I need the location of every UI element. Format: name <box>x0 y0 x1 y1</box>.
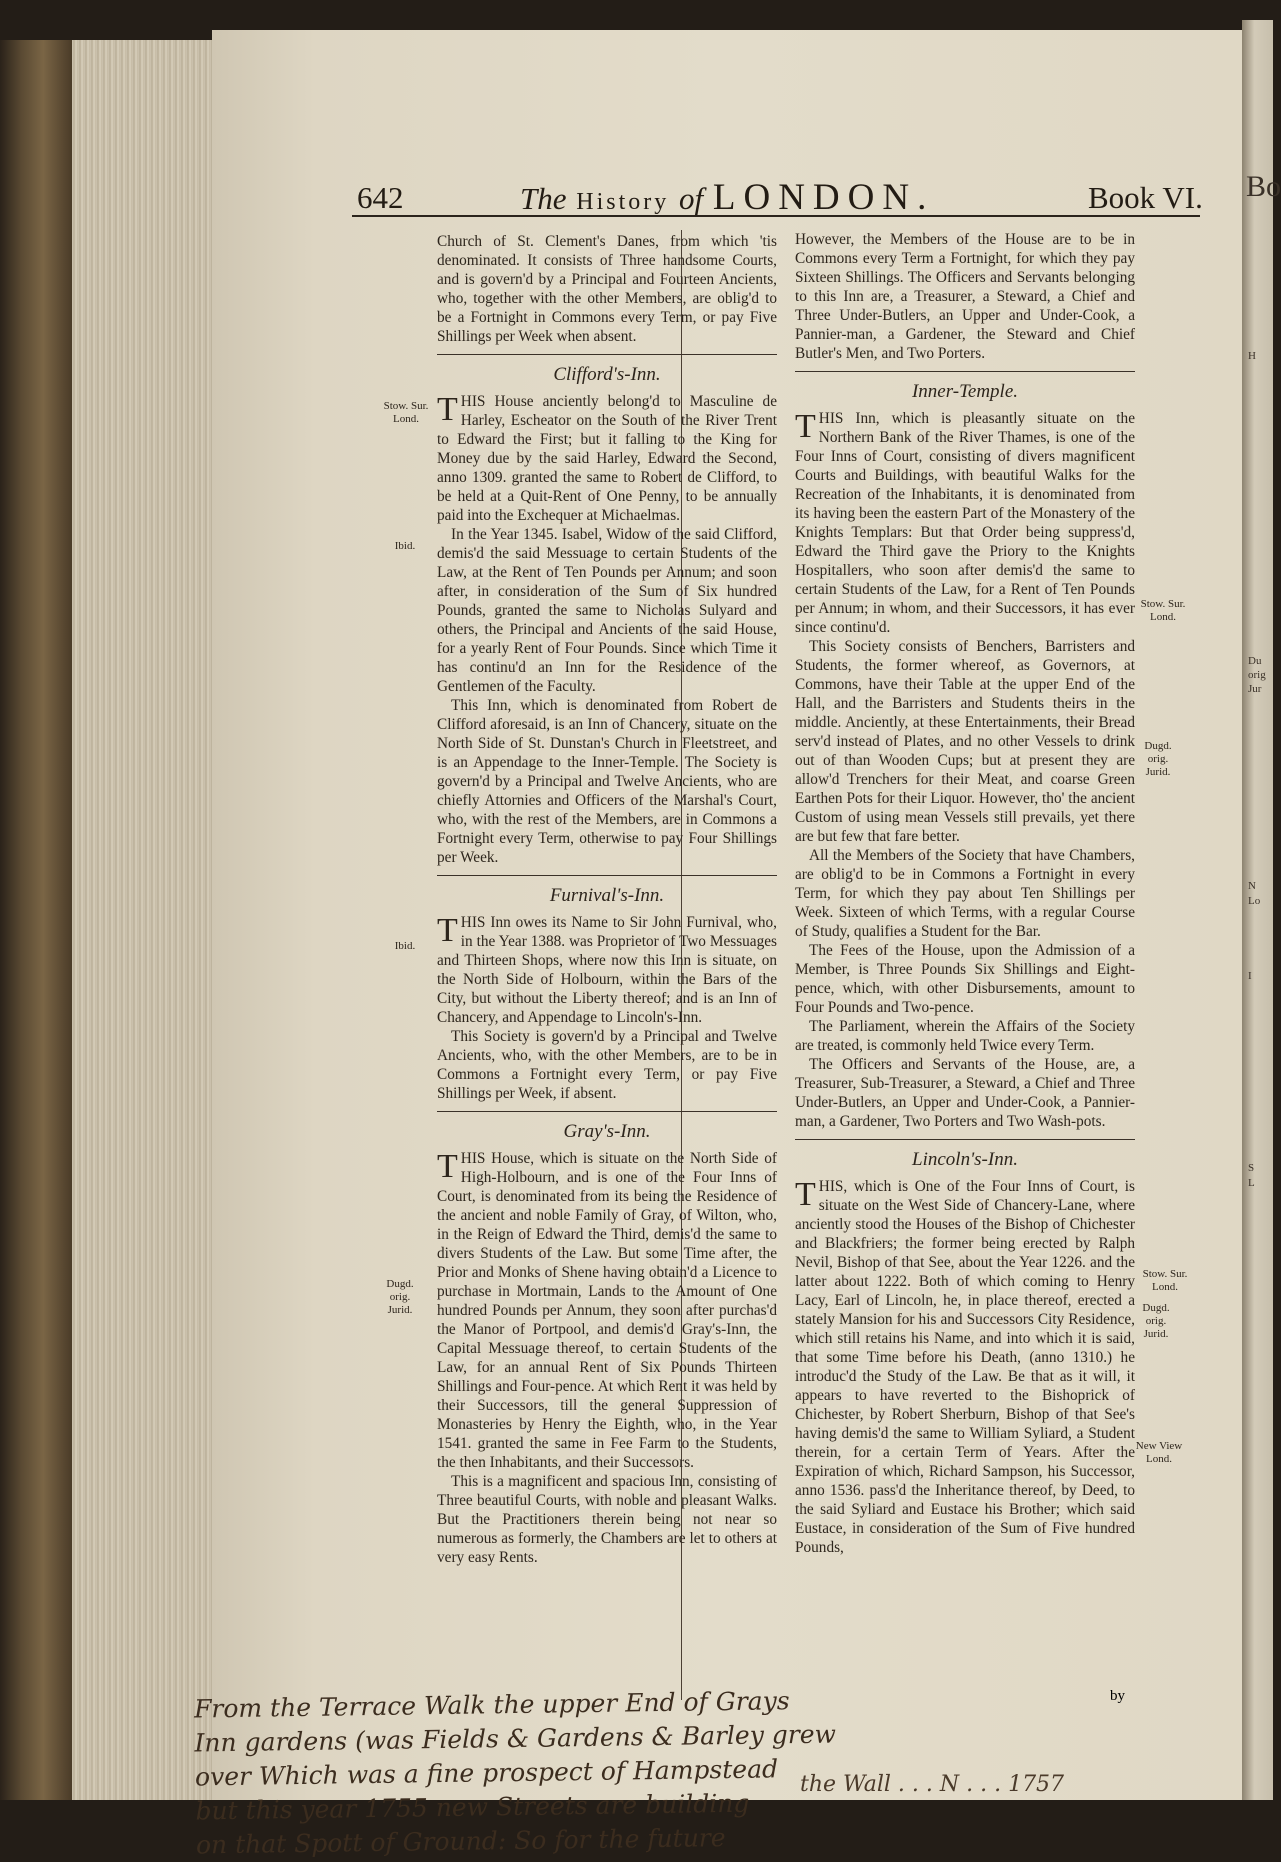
margin-note-dugd: Dugd. orig. Jurid. <box>1144 740 1172 778</box>
section-rule <box>437 875 777 876</box>
book-fore-edge <box>0 40 72 1800</box>
section-rule <box>795 371 1135 372</box>
paragraph: This Society is govern'd by a Principal and Twelve Ancients, who, with the other Members, are to be in Commons a Fortnight every Term, or pay Five Shillings per Week, if absent. <box>437 1028 777 1102</box>
heading-inner-temple: Inner-Temple. <box>911 381 1019 402</box>
heading-furnivals-inn: Furnival's-Inn. <box>549 885 665 906</box>
next-page-edge <box>1242 20 1281 1800</box>
next-page-fragment: H <box>1248 350 1256 362</box>
handwritten-annotation <box>194 1684 836 1862</box>
title-london: LONDON. <box>712 177 935 218</box>
continuation-paragraph: However, the Members of the House are to be in Commons every Term a Fortnight, for which they pay Sixteen Shillings. The Officers and Servants belonging to this Inn are, a Treasurer, a Steward, a Chief and Three Under-Butlers, an Upper and Under-Cook, a Pannier-man, a Gardener, the Steward and Chief Butler's Men, and Two Porters. <box>795 231 1135 362</box>
catchword: by <box>1110 1688 1125 1704</box>
paragraph: THIS House anciently belong'd to Masculine de Harley, Escheator on the South of the River Trent to Edward the First; but it falling to the King for Money due by the said Harley, Edward the Second, anno 1309. granted the same to Robert de Clifford, to be held at a Quit-Rent of One Penny, to be annually paid into the Exchequer at Michaelmas. <box>437 391 777 524</box>
margin-note-stow: Stow. Sur. Lond. <box>383 400 429 425</box>
margin-note-stow: Stow. Sur. Lond. <box>1140 598 1186 623</box>
margin-note-new-view: New View Lond. <box>1135 1440 1183 1465</box>
paragraph: THIS, which is One of the Four Inns of Court, is situate on the West Side of Chancery-Lane, where anciently stood the Houses of the Bishop of Chichester and Blackfriers; the former being erected by Ralph Nevil, Bishop of that See, about the Year 1226. and the latter about 1222. Both of which coming to Henry Lacy, Earl of Lincoln, he, in place thereof, erected a stately Mansion for his and Successors City Residence, which still retains his Name, and into which it is said, that some Time before his Death, (anno 1310.) he introduc'd the Study of the Law. Be that as it will, it appears to have reverted to the Bishoprick of Chichester, by Robert Sherburn, Bishop of that See's having demis'd the same to William Syliard, a Student therein, for a certain Term of Years. After the Expiration of which, Richard Sampson, his Successor, anno 1536. pass'd the Inheritance thereof, by Deed, to the said Syliard and Eustace his Brother; which said Eustace, in consideration of the Sum of Five hundred Pounds, <box>795 1176 1135 1556</box>
paragraph: THIS House, which is situate on the North Side of High-Holbourn, and is one of the Four Inns of Court, is denominated from its being the Residence of the ancient and noble Family of Gray, of Wilton, who, in the Reign of Edward the Third, demis'd the same to divers Students of the Law. But some Time after, the Prior and Monks of Shene having obtain'd a Licence to purchase in Mortmain, Lands to the Amount of One hundred Pounds per Annum, they soon after purchas'd the Manor of Portpool, and demis'd Gray's-Inn, the Capital Messuage thereof, to certain Students of the Law, for an annual Rent of Six Pounds Thirteen Shillings and Four-pence. At which Rent it was held by their Successors, till the general Suppression of Monasteries by Henry the Eighth, who, in the Year 1541. granted the same in Fee Farm to the Students, the then Inhabitants, and their Successors. <box>437 1148 777 1471</box>
right-column <box>795 230 1135 1557</box>
title-history: History <box>576 189 670 215</box>
paragraph: This Society consists of Benchers, Barristers and Students, the former whereof, as Governors, at Commons, have their Table at the upper End of the Hall, and the Barristers and Students theirs in the middle. Anciently, at these Entertainments, their Bread serv'd instead of Plates, and no other Vessels to drink out of than Wooden Cups; but at present they are allow'd Trenchers for their Meat, and coarse Green Earthen Pots for their Liquor. However, tho' the ancient Custom of using mean Vessels still prevails, yet there are but few that fare better. <box>795 638 1135 845</box>
heading-cliffords-inn: Clifford's-Inn. <box>553 364 661 385</box>
paragraph: The Parliament, wherein the Affairs of the Society are treated, is commonly held Twice every Term. <box>795 1018 1135 1054</box>
next-page-fragment: S <box>1248 1162 1255 1174</box>
page-stack <box>72 40 212 1800</box>
title-of: of <box>679 181 704 216</box>
handwriting-line: over Which was a fine prospect of Hampstead <box>194 1754 779 1792</box>
margin-note-stow: Stow. Sur. Lond. <box>1142 1268 1188 1293</box>
next-page-fragment: Du <box>1248 655 1262 667</box>
next-page-fragment: Jur <box>1248 683 1262 695</box>
book-label: Book VI. <box>1088 180 1203 215</box>
next-page-fragment: I <box>1248 970 1252 982</box>
section-rule <box>437 354 777 355</box>
paragraph: THIS Inn owes its Name to Sir John Furnival, who, in the Year 1388. was Proprietor of Two Messuages and Thirteen Shops, where now this Inn is situate, on the North Side of Holbourn, within the Bars of the City, but without the Liberty thereof; and is an Inn of Chancery, and Appendage to Lincoln's-Inn. <box>437 912 777 1026</box>
heading-grays-inn: Gray's-Inn. <box>563 1121 651 1142</box>
paragraph: The Fees of the House, upon the Admission of a Member, is Three Pounds Six Shillings and Eight-pence, which, with other Disbursements, amount to Four Pounds and Two-pence. <box>795 942 1135 1016</box>
margin-note-ibid: Ibid. <box>394 540 416 552</box>
next-page-fragment: L <box>1248 1177 1255 1189</box>
paragraph: The Officers and Servants of the House, are, a Treasurer, Sub-Treasurer, a Steward, a Chief and Three Under-Butlers, an Upper and Under-Cook, a Pannier-man, a Gardener, Two Porters and Two Wash-pots. <box>795 1056 1135 1130</box>
paragraph: In the Year 1345. Isabel, Widow of the said Clifford, demis'd the said Messuage to certain Students of the Law, at the Rent of Ten Pounds per Annum; and soon after, in consideration of the Sum of Six hundred Pounds, granted the same to Nicholas Sulyard and others, the Principal and Ancients of the said House, for a yearly Rent of Four Pounds. Since which Time it has continu'd an Inn for the Residence of the Gentlemen of the Faculty. <box>437 526 777 695</box>
paragraph: THIS Inn, which is pleasantly situate on the Northern Bank of the River Thames, is one of the Four Inns of Court, consisting of divers magnificent Courts and Buildings, with beautiful Walks for the Recreation of the Inhabitants, it is denominated from its having been the eastern Part of the Monastery of the Knights Templars: But that Order being suppress'd, Edward the Third gave the Priory to the Knights Hospitallers, who soon after demis'd the same to certain Students of the Law, for a Rent of Ten Pounds per Annum; in whom, and their Successors, it has ever since continu'd. <box>795 408 1135 636</box>
drop-cap: T <box>795 1176 816 1213</box>
header-rule <box>352 215 1200 217</box>
left-column <box>437 232 777 1567</box>
drop-cap: T <box>437 391 458 428</box>
handwriting-line: From the Terrace Walk the upper End of Grays <box>193 1686 790 1724</box>
heading-lincolns-inn: Lincoln's-Inn. <box>912 1149 1018 1170</box>
paragraph: This is a magnificent and spacious Inn, consisting of Three beautiful Courts, with noble and pleasant Walks. But the Practitioners therein being not near so numerous as formerly, the Chambers are let to others at very easy Rents. <box>437 1473 777 1566</box>
drop-cap: T <box>437 1148 458 1185</box>
next-page-fragment: Lo <box>1248 895 1261 907</box>
drop-cap: T <box>795 408 816 445</box>
page-number: 642 <box>357 180 404 215</box>
paragraph: All the Members of the Society that have Chambers, are oblig'd to be in Commons a Fortnight in every Term, for which they pay about Ten Shillings per Week. Sixteen of which Terms, with a regular Course of Study, qualifies a Student for the Bar. <box>795 847 1135 940</box>
running-title <box>520 176 934 236</box>
continuation-paragraph: Church of St. Clement's Danes, from which 'tis denominated. It consists of Three handsome Courts, and is govern'd by a Principal and Fourteen Ancients, who, together with the other Members, are oblig'd to be a Fortnight in Commons every Term, or pay Five Shillings per Week when absent. <box>437 233 777 345</box>
margin-note-ibid: Ibid. <box>394 940 416 952</box>
margin-note-dugd: Dugd. orig. Jurid. <box>386 1278 414 1316</box>
section-rule <box>795 1139 1135 1140</box>
handwriting-line: but this year 1755 new Streets are building <box>195 1788 750 1826</box>
next-page-fragment: orig <box>1248 669 1266 681</box>
section-rule <box>437 1111 777 1112</box>
title-the: The <box>520 181 567 216</box>
margin-note-dugd: Dugd. orig. Jurid. <box>1142 1302 1170 1340</box>
paragraph: This Inn, which is denominated from Robert de Clifford aforesaid, is an Inn of Chancery, situate on the North Side of St. Dunstan's Church in Fleetstreet, and is an Appendage to the Inner-Temple. The Society is govern'd by a Principal and Twelve Ancients, who are chiefly Attornies and Officers of the Marshal's Court, who, with the rest of the Members, are in Commons a Fortnight every Term, otherwise to pay Four Shillings per Week. <box>437 697 777 866</box>
next-page-header-fragment: Bo <box>1246 170 1281 203</box>
handwriting-line: Inn gardens (was Fields & Gardens & Barley grew <box>194 1719 837 1758</box>
drop-cap: T <box>437 912 458 949</box>
handwriting-line: on that Spott of Ground: So for the future <box>195 1823 726 1860</box>
next-page-fragment: N <box>1248 880 1256 892</box>
handwriting-cutoff-line: the Wall . . . N . . . 1757 <box>800 1772 1065 1797</box>
